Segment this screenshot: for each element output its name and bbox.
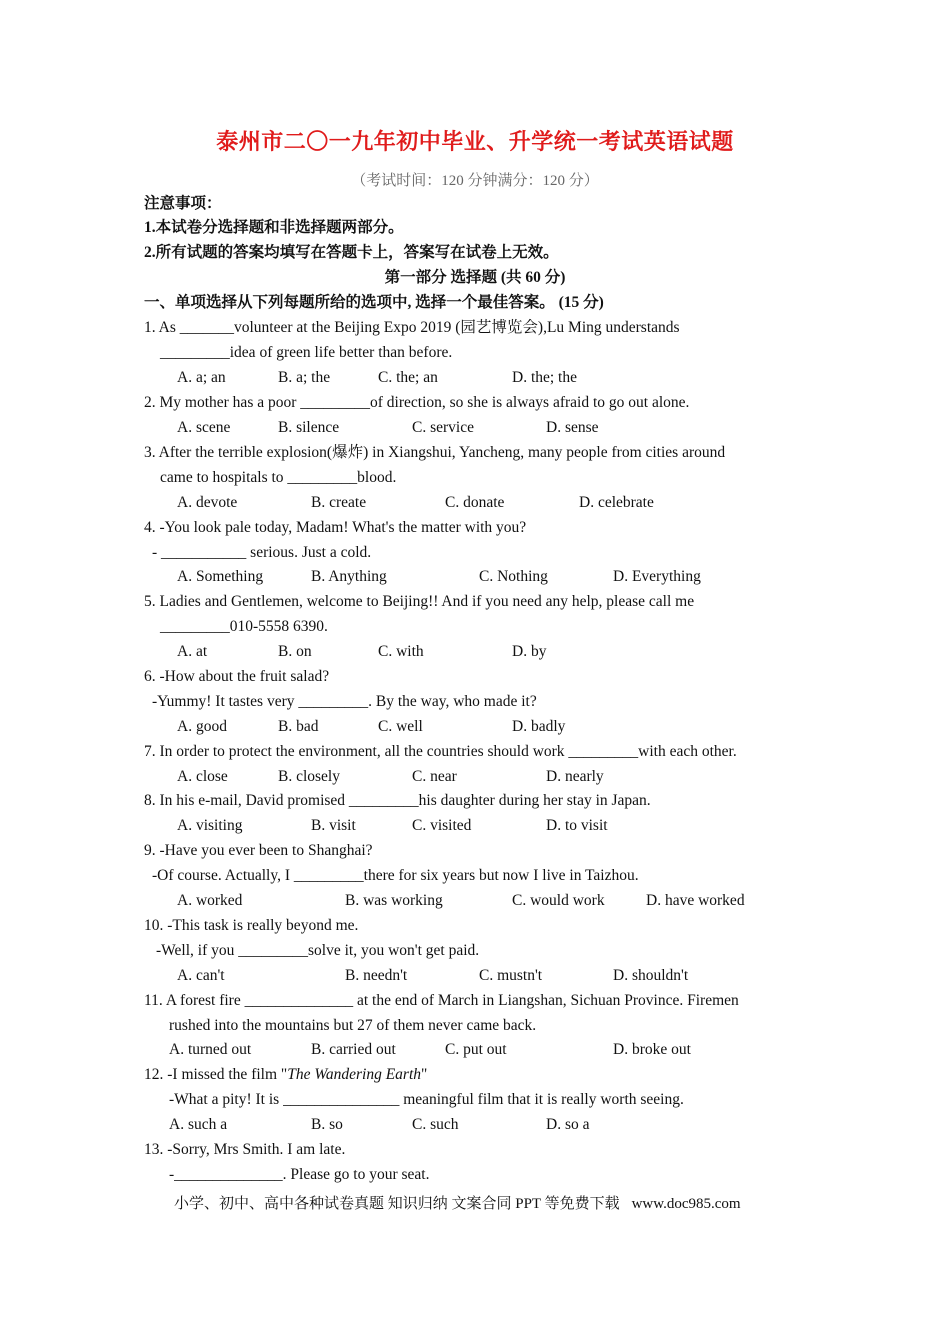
film-title: The Wandering Earth xyxy=(287,1066,421,1083)
note-2: 2.所有试题的答案均填写在答题卡上，答案写在试卷上无效。 xyxy=(144,244,559,261)
question-3-stem-cont: came to hospitals to _________blood. xyxy=(160,469,397,486)
exam-subtitle: （考试时间：120 分钟满分：120 分） xyxy=(351,173,599,189)
q9-option-d: D. have worked xyxy=(646,892,745,909)
q7-option-b: B. closely xyxy=(278,768,340,785)
q10-option-d: D. shouldn't xyxy=(613,967,689,984)
q4-option-c: C. Nothing xyxy=(479,568,548,585)
question-2-stem: 2. My mother has a poor _________of direction, so she is always afraid to go out alone. xyxy=(144,394,690,411)
q2-option-b: B. silence xyxy=(278,419,340,436)
question-6-stem: 6. -How about the fruit salad? xyxy=(144,668,330,685)
q2-option-a: A. scene xyxy=(177,419,231,436)
question-4-stem-cont: - ___________ serious. Just a cold. xyxy=(152,544,372,561)
question-12-stem-end: " xyxy=(421,1066,428,1083)
q10-option-c: C. mustn't xyxy=(479,967,543,984)
question-12-stem-start: 12. -I missed the film " xyxy=(144,1066,288,1083)
q12-option-a: A. such a xyxy=(169,1116,228,1133)
q3-option-b: B. create xyxy=(311,494,367,511)
question-5-stem: 5. Ladies and Gentlemen, welcome to Beijing!! And if you need any help, please call me xyxy=(144,593,695,610)
q5-option-d: D. by xyxy=(512,643,547,660)
q6-option-d: D. badly xyxy=(512,718,566,735)
q8-option-a: A. visiting xyxy=(177,817,243,834)
question-5-stem-cont: _________010-5558 6390. xyxy=(160,618,328,635)
q6-option-c: C. well xyxy=(378,718,423,735)
q10-option-a: A. can't xyxy=(177,967,225,984)
exam-title: 泰州市二〇一九年初中毕业、升学统一考试英语试题 xyxy=(216,130,734,155)
footer-text: 小学、初中、高中各种试卷真题 知识归纳 文案合同 PPT 等免费下载 xyxy=(174,1196,620,1212)
q4-option-b: B. Anything xyxy=(311,568,387,585)
question-7-stem: 7. In order to protect the environment, all the countries should work _________with each other. xyxy=(144,743,737,760)
question-9-stem: 9. -Have you ever been to Shanghai? xyxy=(144,842,373,859)
note-1: 1.本试卷分选择题和非选择题两部分。 xyxy=(144,219,404,236)
q7-option-c: C. near xyxy=(412,768,457,785)
q8-option-c: C. visited xyxy=(412,817,472,834)
question-4-stem: 4. -You look pale today, Madam! What's the matter with you? xyxy=(144,519,527,536)
q5-option-a: A. at xyxy=(177,643,208,660)
notes-heading: 注意事项： xyxy=(144,195,222,212)
q1-option-b: B. a; the xyxy=(278,369,331,386)
q3-option-d: D. celebrate xyxy=(579,494,654,511)
q7-option-d: D. nearly xyxy=(546,768,604,785)
q7-option-a: A. close xyxy=(177,768,228,785)
question-8-stem: 8. In his e-mail, David promised _________his daughter during her stay in Japan. xyxy=(144,792,651,809)
question-10-stem-cont: -Well, if you _________solve it, you won't get paid. xyxy=(156,942,480,959)
footer xyxy=(174,1192,741,1213)
q11-option-c: C. put out xyxy=(445,1041,507,1058)
section-heading: 一、单项选择从下列每题所给的选项中, 选择一个最佳答案。 (15 分) xyxy=(144,294,604,311)
footer-url[interactable]: www.doc985.com xyxy=(631,1196,741,1212)
q1-option-a: A. a; an xyxy=(177,369,226,386)
q5-option-c: C. with xyxy=(378,643,424,660)
q9-option-a: A. worked xyxy=(177,892,243,909)
question-13-stem: 13. -Sorry, Mrs Smith. I am late. xyxy=(144,1141,346,1158)
question-1-stem-cont: _________idea of green life better than before. xyxy=(160,344,453,361)
q3-option-a: A. devote xyxy=(177,494,238,511)
part-heading: 第一部分 选择题 (共 60 分) xyxy=(384,269,566,286)
question-6-stem-cont: -Yummy! It tastes very _________. By the way, who made it? xyxy=(152,693,537,710)
q2-option-d: D. sense xyxy=(546,419,599,436)
q10-option-b: B. needn't xyxy=(345,967,408,984)
q1-option-d: D. the; the xyxy=(512,369,577,386)
q6-option-a: A. good xyxy=(177,718,227,735)
question-9-stem-cont: -Of course. Actually, I _________there for six years but now I live in Taizhou. xyxy=(152,867,639,884)
q3-option-c: C. donate xyxy=(445,494,505,511)
q11-option-b: B. carried out xyxy=(311,1041,396,1058)
question-10-stem: 10. -This task is really beyond me. xyxy=(144,917,359,934)
q4-option-d: D. Everything xyxy=(613,568,701,585)
question-13-stem-cont: -______________. Please go to your seat. xyxy=(169,1166,430,1183)
q11-option-a: A. turned out xyxy=(169,1041,252,1058)
question-12-stem-cont: -What a pity! It is _______________ meaningful film that it is really worth seeing. xyxy=(169,1091,684,1108)
question-11-stem-cont: rushed into the mountains but 27 of them never came back. xyxy=(169,1017,537,1034)
q12-option-d: D. so a xyxy=(546,1116,590,1133)
q1-option-c: C. the; an xyxy=(378,369,438,386)
question-1-stem: 1. As _______volunteer at the Beijing Expo 2019 (园艺博览会),Lu Ming understands xyxy=(144,319,680,336)
q6-option-b: B. bad xyxy=(278,718,319,735)
q12-option-b: B. so xyxy=(311,1116,343,1133)
q2-option-c: C. service xyxy=(412,419,474,436)
q9-option-b: B. was working xyxy=(345,892,443,909)
q11-option-d: D. broke out xyxy=(613,1041,691,1058)
q8-option-d: D. to visit xyxy=(546,817,608,834)
q4-option-a: A. Something xyxy=(177,568,264,585)
q12-option-c: C. such xyxy=(412,1116,459,1133)
q9-option-c: C. would work xyxy=(512,892,605,909)
q8-option-b: B. visit xyxy=(311,817,356,834)
question-3-stem: 3. After the terrible explosion(爆炸) in Xiangshui, Yancheng, many people from cities around xyxy=(144,444,726,461)
q5-option-b: B. on xyxy=(278,643,312,660)
question-12-stem xyxy=(144,1065,427,1085)
question-11-stem: 11. A forest fire ______________ at the end of March in Liangshan, Sichuan Province. Firemen xyxy=(144,992,739,1009)
